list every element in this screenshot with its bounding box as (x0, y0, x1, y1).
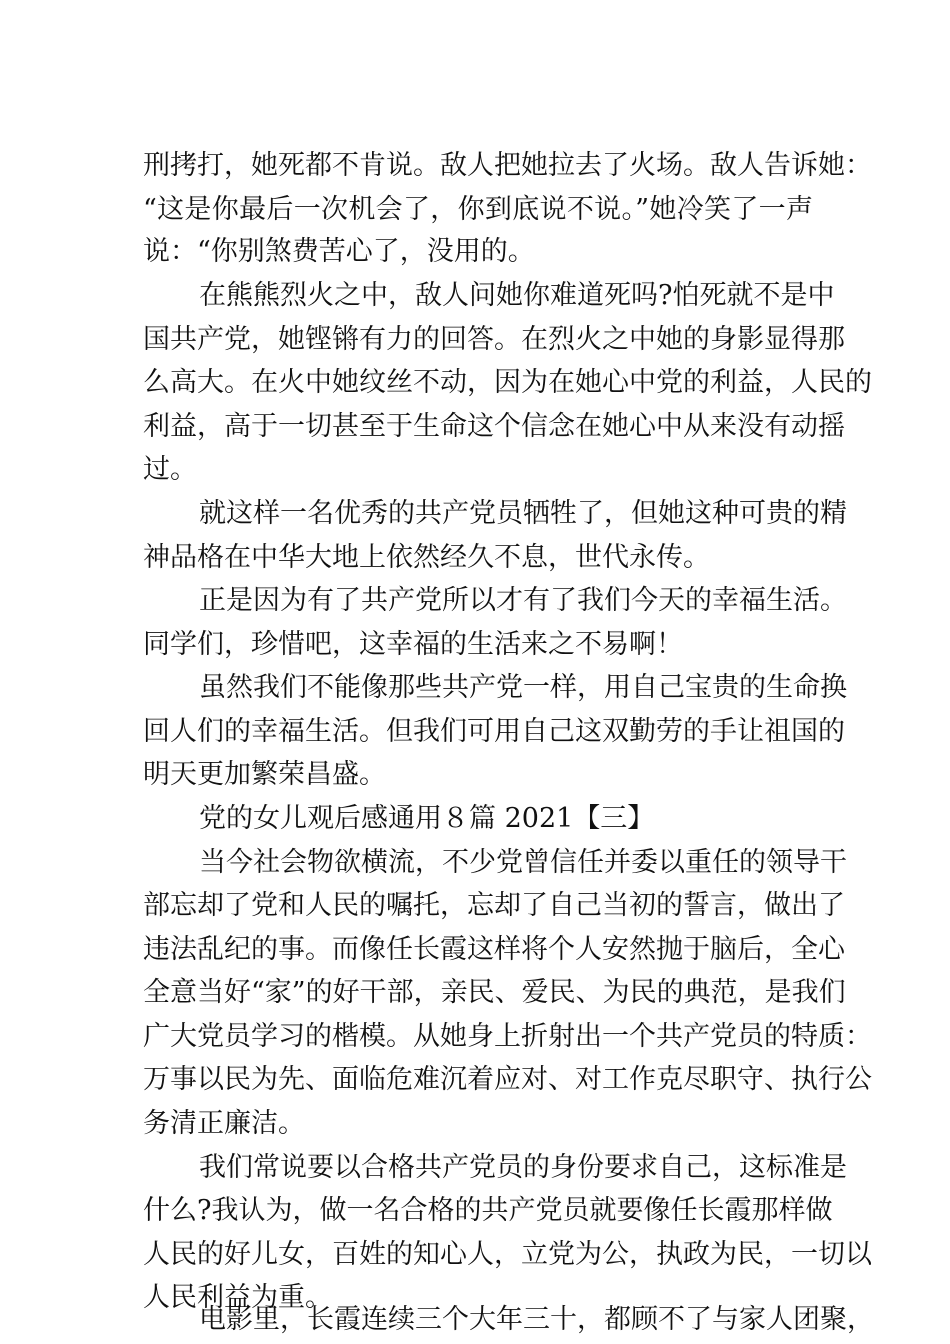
section-heading: 党的女儿观后感通用８篇 2021【三】 (199, 803, 655, 834)
text-line: 过。 (143, 454, 197, 485)
text-line: 全意当好“家”的好干部，亲民、爱民、为民的典范，是我们 (143, 977, 846, 1008)
text-line: 务清正廉洁。 (143, 1108, 305, 1139)
text-line: 神品格在中华大地上依然经久不息，世代永传。 (143, 542, 710, 573)
text-line: 回人们的幸福生活。但我们可用自己这双勤劳的手让祖国的 (143, 716, 845, 747)
paragraph-start-line: 虽然我们不能像那些共产党一样，用自己宝贵的生命换 (199, 672, 847, 703)
text-line: 刑拷打，她死都不肯说。敌人把她拉去了火场。敌人告诉她： (143, 150, 872, 181)
text-line: 违法乱纪的事。而像任长霞这样将个人安然抛于脑后，全心 (143, 934, 845, 965)
text-line: 明天更加繁荣昌盛。 (143, 759, 386, 790)
text-line: 说：“你别煞费苦心了，没用的。 (143, 236, 535, 267)
text-line: 么高大。在火中她纹丝不动，因为在她心中党的利益，人民的 (143, 367, 872, 398)
text-line: 国共产党，她铿锵有力的回答。在烈火之中她的身影显得那 (143, 324, 845, 355)
text-line: 同学们，珍惜吧，这幸福的生活来之不易啊！ (143, 629, 683, 660)
text-line: 部忘却了党和人民的嘱托，忘却了自己当初的誓言，做出了 (143, 890, 845, 921)
text-line: 人民利益为重。 (143, 1282, 332, 1313)
text-line: 利益，高于一切甚至于生命这个信念在她心中从来没有动摇 (143, 411, 845, 442)
paragraph-start-line: 电影里，长霞连续三个大年三十，都顾不了与家人团聚， (199, 1304, 874, 1335)
paragraph-start-line: 正是因为有了共产党所以才有了我们今天的幸福生活。 (199, 585, 847, 616)
paragraph-start-line: 就这样一名优秀的共产党员牺牲了，但她这种可贵的精 (199, 498, 847, 529)
paragraph-start-line: 当今社会物欲横流，不少党曾信任并委以重任的领导干 (199, 847, 847, 878)
paragraph-start-line: 我们常说要以合格共产党员的身份要求自己，这标准是 (199, 1152, 847, 1183)
text-line: “这是你最后一次机会了，你到底说不说。”她冷笑了一声 (143, 194, 813, 225)
text-line: 广大党员学习的楷模。从她身上折射出一个共产党员的特质： (143, 1021, 872, 1052)
paragraph-start-line: 在熊熊烈火之中，敌人问她你难道死吗?怕死就不是中 (199, 280, 835, 311)
text-line: 什么?我认为，做一名合格的共产党员就要像任长霞那样做 (143, 1195, 833, 1226)
text-line: 人民的好儿女，百姓的知心人，立党为公，执政为民，一切以 (143, 1239, 872, 1270)
text-line: 万事以民为先、面临危难沉着应对、对工作克尽职守、执行公 (143, 1064, 872, 1095)
